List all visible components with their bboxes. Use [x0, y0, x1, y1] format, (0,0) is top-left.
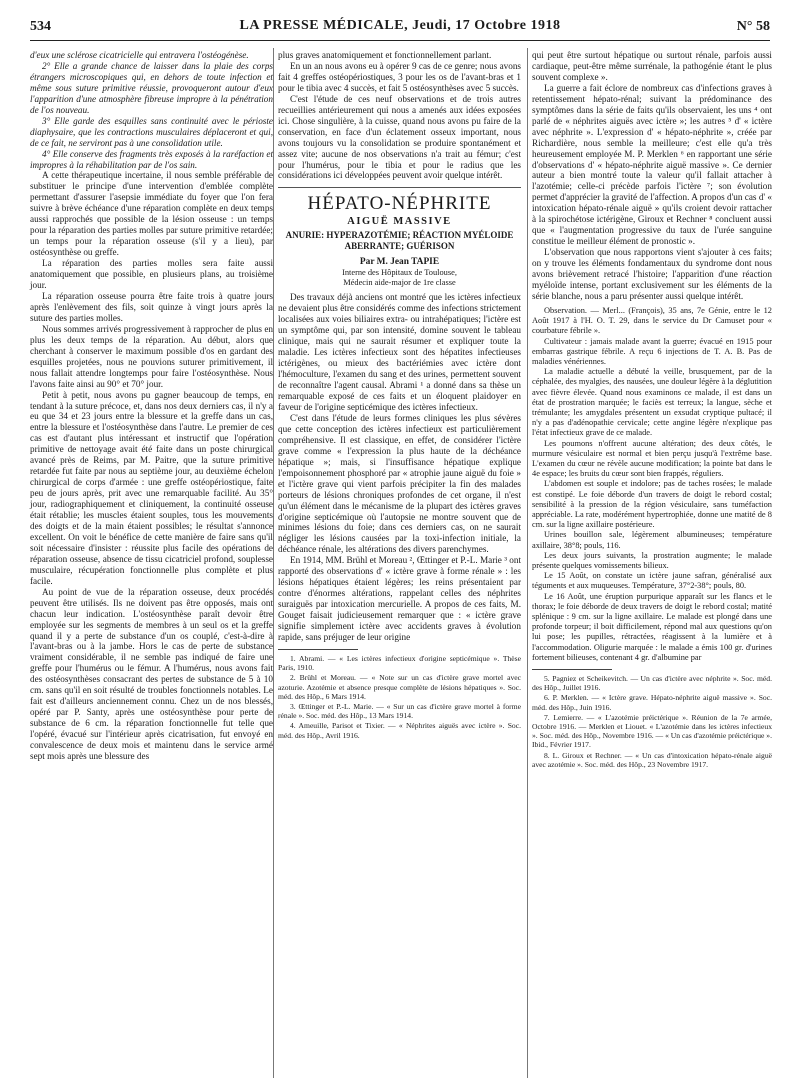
article-subtitle: AIGUË MASSIVE — [347, 216, 452, 228]
footnote: 2. Brühl et Moreau. — « Note sur un cas d'ictère grave mortel avec azoturie. Azotémie et absence presque complète de lésions hépatiques ». Soc. méd. des Hôp., 6 Mars 1914. — [278, 673, 521, 701]
observation-paragraph: Les poumons n'offrent aucune altération; des deux côtés, le murmure vésiculaire est normal et bien perçu jusqu'à l'extrême base. L'examen du cœur ne révèle aucune modification; la pointe bat dans le 4e espace; les bruits du cœur sont bien frappés, réguliers. — [532, 438, 772, 479]
footnote: 8. L. Giroux et Rechner. — « Un cas d'intoxication hépato-rénale aiguë avec azotémie ». Soc. méd. des Hôp., 23 Novembre 1917. — [532, 750, 772, 769]
paragraph: C'est dans l'étude de leurs formes cliniques les plus sévères que cette conception des ictères infectieux est particulièrement compréhensive. Il est classique, en effet, de considérer l'ictère grave comme « l'expression la plus haute de la déchéance hépatique »; mais, si l'insuffisance hépatique explique l'empoisonnement phosphoré par « atrophie jaune aiguë du foie » et l'ictère grave qui vient parfois précipiter la fin des malades porteurs de lésions chroniques profondes de cet organe, il n'est qu'un élément dans le mécanisme de la plupart des ictères graves d'origine septicémique où l'autopsie ne montre souvent que de minimes lésions du foie; dans ces derniers cas, on ne saurait négliger les lésions causées par la toxi-infection initiale, la déchéance rénale, les altérations des divers parenchymes. — [278, 412, 521, 555]
observation-paragraph: La maladie actuelle a débuté la veille, brusquement, par de la céphalée, des myalgies, des nausées, une douleur légère à la déglutition avec fièvre élevée. Quand nous examinons ce malade, il est dans un état de prostration marquée; le faciès est terreux; la langue, sèche et trémulante; les amygdales présentent un exsudat cryptique pultacé; il n'y a pas d'adénopathie cervicale; cette angine légère n'explique pas l'état infectieux grave de ce malade. — [532, 367, 772, 438]
issue-number: N° 58 — [736, 19, 770, 34]
column-rule — [527, 48, 528, 1078]
paragraph: Au point de vue de la réparation osseuse, deux procédés peuvent être utilisés. Ils ne doivent pas être opposés, mais ont chacun leur indication. L'ostéosynthèse paraît devoir être employée sur les segments de membres à un seul os et la greffe quand il y a perte de substance d'un os couplé, c'est-à-dire à l'avant-bras ou à la jambe. Hors le cas de perte de substance vraiment considérable, il ne semble pas indiqué de faire une greffe pour l'humérus ou le fémur. A l'humérus, nous avons fait des ostéosynthèses consacrant des pertes de substance de 5 à 10 cm. sans qu'il en soit résulté de troubles fonctionnels notables. Le fait est d'ailleurs anciennement connu. Chez un de nos blessés, opéré par P. Santy, après une ostéosynthèse pour perte de substance de 6 cm. la réparation fonctionnelle fut telle que l'opéré, évacué sur l'intérieur après cicatrisation, fut envoyé en convalescence de deux mois et maintenu dans le service armé sept mois après une blessure des — [30, 586, 273, 761]
author-affiliation — [278, 268, 521, 288]
section-divider — [278, 187, 521, 188]
observation-paragraph: Urines bouillon sale, légèrement albumineuses; température axillaire, 38°8; pouls, 116. — [532, 530, 772, 550]
paragraph: qui peut être surtout hépatique ou surtout rénale, parfois aussi cardiaque, peut-être même surrénale, la pathogénie étant le plus souvent complexe ». — [532, 50, 772, 82]
paragraph: A cette thérapeutique incertaine, il nous semble préférable de substituer le principe d'une intervention d'emblée complète permettant d'assurer l'asepsie immédiate du foyer que l'on fera suivre à brève échéance d'une réparation complète en deux temps aussi rapprochés que possible de la lésion osseuse : un temps pour la réparation des parties molles par suture primitive retardée; un temps pour la réparation osseuse (s'il y a lieu), par ostéosynthèse ou greffe. — [30, 170, 273, 258]
affiliation-line: Interne des Hôpitaux de Toulouse, — [342, 268, 457, 278]
footnote: 6. P. Merklen. — « Ictère grave. Hépato-néphrite aiguë massive ». Soc. méd. des Hôp., Juin 1916. — [532, 693, 772, 712]
paragraph: En un an nous avons eu à opérer 9 cas de ce genre; nous avons fait 4 greffes ostéopériostiques, 3 pour les os de l'avant-bras et 1 pour le tibia avec 4 succès, et fait 5 ostéosynthèses avec 5 succès. — [278, 60, 521, 93]
observation-paragraph: Les deux jours suivants, la prostration augmente; le malade présente quelques vomissements bilieux. — [532, 550, 772, 570]
paragraph: Nous sommes arrivés progressivement à rapprocher de plus en plus les deux temps de la réparation. Au début, alors que cherchant à conserver le maximum possible d'os en gardant des esquilles projetées, nous ne pouvions suturer primitivement, il nous fallait attendre longtemps pour faire l'ostéosynthèse. Nous l'avons faite ainsi au 90° et 70° jour. — [30, 323, 273, 389]
paragraph: C'est l'étude de ces neuf observations et de trois autres recueillies antérieurement qui nous a amenés aux idées exposées ici. Chose singulière, à la cuisse, quand nous avons pu faire de la conservation, en face d'un éclatement osseux important, nous avons toujours vu la consolidation se produire spontanément et assez vite; aucune de nos observations n'a trait au fémur; c'est pour l'humérus, pour le tibia et pour le radius que les considérations ici développées peuvent avoir quelque intérêt. — [278, 93, 521, 181]
paragraph: plus graves anatomiquement et fonctionnellement parlant. — [278, 50, 492, 60]
paragraph: La réparation osseuse pourra être faite trois à quatre jours après l'enlèvement des fils, soit quinze à vingt jours après la suture des parties molles. — [30, 290, 273, 323]
footnote: 1. Abrami. — « Les ictères infectieux d'origine septicémique ». Thèse Paris, 1910. — [278, 653, 521, 673]
paragraph: 3° Elle garde des esquilles sans continuité avec le périoste diaphysaire, que les contractions musculaires déplaceront et qui, de ce fait, ne serviront pas à une consolidation utile. — [30, 115, 273, 148]
affiliation-line: Médecin aide-major de 1re classe — [343, 278, 456, 288]
paragraph: 2° Elle a grande chance de laisser dans la plaie des corps étrangers microscopiques qui, en dehors de toute infection et même sous suture primitive réussie, provoqueront autour d'eux l'apparition d'une atmosphère fibreuse impropre à la pénétration de l'os nouveau. — [30, 60, 273, 115]
footnote: 3. Œttinger et P.-L. Marie. — « Sur un cas d'ictère grave mortel à forme rénale ». Soc. méd. des Hôp., 13 Mars 1914. — [278, 701, 521, 721]
column-right — [532, 50, 772, 770]
paragraph: L'observation que nous rapportons vient s'ajouter à ces faits; on y trouve les éléments fondamentaux du syndrome dont nous avons brièvement retracé l'histoire; l'apparition d'une réaction myéloïde intense, portant exclusivement sur les éléments de la série blanche, nous a paru présenter aussi quelque intérêt. — [532, 247, 772, 301]
article-author: Par M. Jean TAPIE — [359, 257, 440, 268]
observation-paragraph: Le 15 Août, on constate un ictère jaune safran, généralisé aux téguments et aux muqueuses. Température, 37°2-38°; pouls, 80. — [532, 571, 772, 591]
footnote: 7. Lemierre. — « L'azotémie préictérique ». Réunion de la 7e armée, Octobre 1916. — Merklen et Liouet. « L'azotémie dans les ictères infectieux ». Soc. méd. des Hôp., Novembre 1916. — « Un cas d'azotémie préictérique ». Ibid., Février 1917. — [532, 712, 772, 750]
article-keywords: ANURIE: HYPERAZOTÉMIE; RÉACTION MYÉLOIDE ABERRANTE; GUÉRISON — [285, 230, 514, 252]
observation-paragraph: Le 16 Août, une éruption purpurique apparaît sur les flancs et le thorax; le foie déborde de deux travers de doigt le rebord costal; matité splénique : 9 cm. sur la ligne axillaire. Le malade est plongé dans une profonde torpeur; il boit difficilement, répond mal aux questions qu'on lui pose; les pupilles, rétractées, réagissent à la lumière et à l'accommodation. Oligurie marquée : le malade a émis 100 gr. d'urines fortement bilieuses, contenant 4 gr. d'albumine par — [532, 591, 772, 662]
footnote-divider — [278, 649, 358, 650]
journal-title: LA PRESSE MÉDICALE, Jeudi, 17 Octobre 1918 — [239, 18, 561, 33]
page-number: 534 — [30, 19, 51, 34]
paragraph: La guerre a fait éclore de nombreux cas d'infections graves à retentissement hépato-rénal; suivant la prédominance des symptômes dans la série de faits qu'ils observaient, les uns ⁴ ont parlé de « néphrites aiguës avec ictère »; les autres ⁵ d' « ictère avec néphrite ». L'expression d' « hépato-néphrite », créée par Richardière, nous semble la meilleure; c'est elle qu'a très heureusement employée M. P. Merklen ⁶ en rapportant une série d'observations d' « hépato-néphrite aiguë massive ». Ce dernier auteur a bien montré toute la valeur qu'il fallait attacher à l'azotémie; celle-ci précède parfois l'ictère ⁷; son évolution permet d'apprécier la gravité de l'affection. A propos d'un cas d' « intoxication hépato-rénale aiguë » qu'ils croient devoir rattacher à la spirochétose ictérigène, Giroux et Rechner ⁸ concluent aussi que « l'augmentation progressive du taux de l'urée sanguine constitue le meilleur élément de pronostic ». — [532, 82, 772, 247]
observation-paragraph: L'abdomen est souple et indolore; pas de taches rosées; le malade est constipé. Le foie déborde d'un travers de doigt le rebord costal; sensibilité à la pression de la région vésiculaire, sans tuméfaction appréciable. La rate, modérément hypertrophiée, donne une matité de 8 cm. sur la ligne axillaire postérieure. — [532, 479, 772, 530]
column-middle — [278, 50, 521, 741]
paragraph: Petit à petit, nous avons pu gagner beaucoup de temps, en tendant à la suture précoce, et, dans nos deux derniers cas, il n'y a eu que 34 et 23 jours entre la blessure et la greffe dans un cas, entre la blessure et l'ostéosynthèse dans l'autre. Le premier de ces cas est d'autant plus intéressant et instructif que l'opération primitive de nettoyage avait été faite dans un poste chirurgical avancé près de Reims, par M. Paitre, que la suture primitive retardée fut faite par nous au septième jour, au deuxième échelon chirurgical de corps d'armée : une greffe ostéopériostique, faite peu de jours après, prit avec une remarquable facilité. Au 35° jour, radiographiquement et cliniquement, la continuité osseuse était rétablie; les muscles étaient souples, tous les mouvements des doigts et de la main étaient possibles; le résultat s'annonce excellent. On voit le bénéfice de cette manière de faire sans qu'il soit nécessaire d'insister : réussite plus facile des opérations de réparation osseuse, absence de tissu cicatriciel profond, souplesse musculaire, récupération fonctionnelle plus complète et plus facile. — [30, 389, 273, 586]
observation-paragraph: Cultivateur : jamais malade avant la guerre; évacué en 1915 pour embarras gastrique fébrile. A reçu 6 injections de T. A. B. Pas de maladies vénériennes. — [532, 336, 772, 366]
footnote: 4. Ameuille, Parisot et Tixier. — « Néphrites aiguës avec ictère ». Soc. méd. des Hôp., Avril 1916. — [278, 721, 521, 740]
column-left — [30, 50, 273, 762]
article-title: HÉPATO-NÉPHRITE — [307, 193, 492, 215]
running-header — [30, 14, 770, 41]
paragraph: Des travaux déjà anciens ont montré que les ictères infectieux ne devaient plus être considérés comme des infections strictement localisées aux voies biliaires extra- ou intrahépatiques; l'ictère est un symptôme qui, par son intensité, domine souvent le tableau clinique, mais qui ne saurait résumer et expliquer toute la maladie. Les ictères infectieux sont des hépatites infectieuses ictérigènes, ou mieux des bactériémies avec ictère dont l'hémoculture, l'examen du sang et des urines, permettent souvent de reconnaître l'agent causal. Abrami ¹ a donné dans sa thèse un remarquable exposé de ces faits et un éloquent plaidoyer en faveur de l'origine septicémique des ictères infectieux. — [278, 292, 521, 412]
observation-paragraph: Observation. — Merl... (François), 35 ans, 7e Génie, entre le 12 Août 1917 à l'H. O. T. 29, dans le service du Dr Camuset pour « courbature fébrile ». — [532, 305, 772, 336]
paragraph: 4° Elle conserve des fragments très exposés à la raréfaction et impropres à la réhabilitation par de l'os sain. — [30, 148, 273, 170]
column-rule — [273, 48, 274, 1078]
paragraph: En 1914, MM. Brühl et Moreau ², Œttinger et P.-L. Marie ³ ont rapporté des observations d' « ictère grave à forme rénale » : les lésions hépatiques étaient légères; les reins présentaient par contre d'énormes altérations, rappelant celles des néphrites suraiguës par intoxication mercurielle. A propos de ces faits, M. Gouget faisait judicieusement remarquer que : « ictère grave signifie simplement ictère avec accidents graves à évolution rapide, sans préjuger de leur origine — [278, 555, 521, 642]
footnote: 5. Pagniez et Scheikevitch. — Un cas d'ictère avec néphrite ». Soc. méd. des Hôp., Juillet 1916. — [532, 674, 772, 693]
paragraph: La réparation des parties molles sera faite aussi anatomiquement que possible, en plusieurs plans, au troisième jour. — [30, 258, 273, 291]
paragraph: d'eux une sclérose cicatricielle qui entravera l'ostéogénèse. — [30, 50, 249, 60]
footnote-divider — [532, 669, 612, 670]
